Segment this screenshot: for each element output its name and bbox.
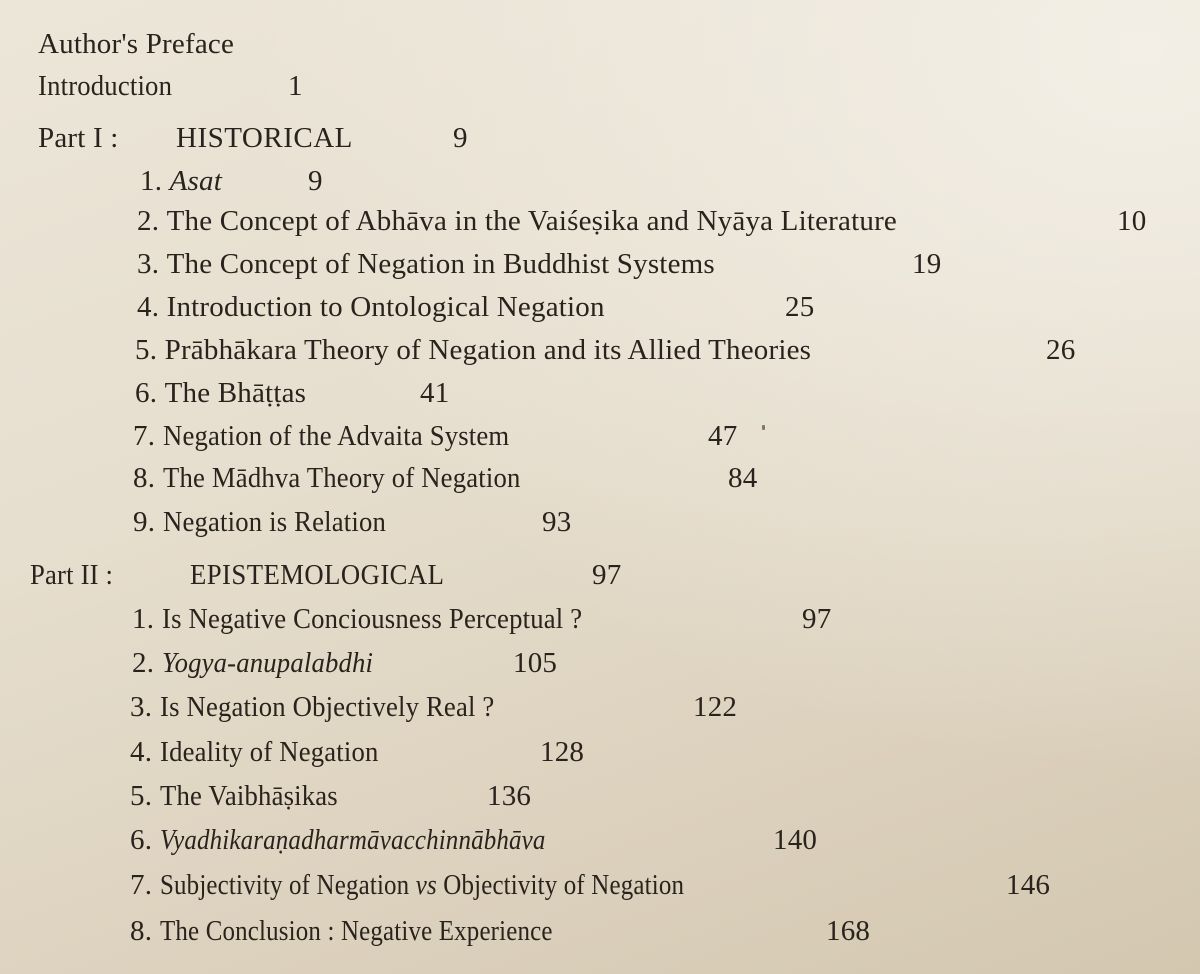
chapter-title: The Bhāṭṭas [164,377,307,409]
toc-chapter [130,691,738,723]
chapter-page-number: 84 [728,462,758,494]
chapter-page-number: 140 [773,824,818,856]
part-heading-1 [38,122,468,154]
chapter-number: 6. [135,377,158,409]
chapter-title: Introduction to Ontological Negation [166,291,605,323]
toc-chapter [132,603,832,635]
toc-chapter [130,869,1051,901]
chapter-page-number: 168 [826,915,871,947]
toc-chapter [133,462,758,494]
toc-chapter [130,736,585,768]
toc-entry-authors-preface [38,30,234,59]
chapter-number: 9. [133,506,156,538]
chapter-title: Vyadhikaraṇadharmāvacchinnābhāva [159,824,546,856]
chapter-number: 6. [130,824,153,856]
chapter-title: The Concept of Negation in Buddhist Systems [166,248,715,280]
toc-chapter [130,780,532,812]
part-heading-2 [30,559,622,591]
chapter-number: 3. [130,691,153,723]
chapter-number: 8. [133,462,156,494]
chapter-title: Negation is Relation [162,506,386,538]
chapter-title: Asat [169,165,222,197]
chapter-title: Prābhākara Theory of Negation and its Allied Theories [164,334,812,366]
chapter-page-number: 47 [708,420,738,452]
toc-chapter [135,334,1076,366]
chapter-page-number: 136 [487,780,532,812]
chapter-title: Is Negative Conciousness Perceptual ? [161,603,582,635]
chapter-page-number: 128 [540,736,585,768]
toc-chapter [130,824,818,856]
toc-chapter [137,205,1147,237]
chapter-title: Negation of the Advaita System [162,420,509,452]
chapter-number: 8. [130,915,153,947]
chapter-number: 4. [130,736,153,768]
toc-chapter [137,248,942,280]
chapter-page-number: 105 [513,647,558,679]
chapter-number: 5. [130,780,153,812]
entry-title: Introduction [38,70,173,102]
toc-entry-introduction [38,70,303,102]
entry-page-number: 1 [288,70,303,102]
chapter-number: 1. [140,165,163,197]
chapter-page-number: 25 [785,291,815,323]
chapter-number: 2. [137,205,160,237]
chapter-title: Yogya-anupalabdhi [161,647,373,679]
title-part: Subjectivity of Negation [159,869,416,901]
part-title: EPISTEMOLOGICAL [190,559,445,591]
chapter-number: 4. [137,291,160,323]
chapter-page-number: 10 [1117,205,1147,237]
toc-chapter [133,506,572,538]
chapter-number: 1. [132,603,155,635]
part-label: Part I : [38,122,119,154]
chapter-title: The Concept of Abhāva in the Vaiśeṣika and Nyāya Literature [166,205,897,237]
chapter-page-number: 9 [308,165,323,197]
part-label: Part II : [30,559,114,591]
chapter-title: Ideality of Negation [159,736,379,768]
chapter-page-number: 41 [420,377,450,409]
part-page-number: 97 [592,559,622,591]
chapter-number: 7. [130,869,153,901]
part-page-number: 9 [453,122,468,154]
chapter-page-number: 26 [1046,334,1076,366]
chapter-number: 3. [137,248,160,280]
toc-chapter [140,165,323,197]
chapter-page-number: 93 [542,506,572,538]
toc-chapter [135,377,450,409]
toc-chapter [130,915,871,947]
chapter-title: Is Negation Objectively Real ? [159,691,495,723]
chapter-number: 5. [135,334,158,366]
toc-chapter [132,647,558,679]
chapter-title [160,871,684,900]
toc-chapter [133,420,738,452]
chapter-page-number: 97 [802,603,832,635]
chapter-number: 7. [133,420,156,452]
title-part: Objectivity of Negation [436,869,684,901]
title-part-italic: vs [415,869,437,901]
chapter-title: The Vaibhāṣikas [159,780,338,812]
toc-chapter [137,291,815,323]
chapter-number: 2. [132,647,155,679]
chapter-page-number: 146 [1006,869,1051,901]
chapter-page-number: 19 [912,248,942,280]
chapter-page-number: 122 [693,691,738,723]
entry-title: Author's Preface [38,28,235,60]
paper-speck [762,425,765,430]
chapter-title: The Mādhva Theory of Negation [162,462,521,494]
part-title: HISTORICAL [176,122,353,154]
chapter-title: The Conclusion : Negative Experience [159,915,553,947]
